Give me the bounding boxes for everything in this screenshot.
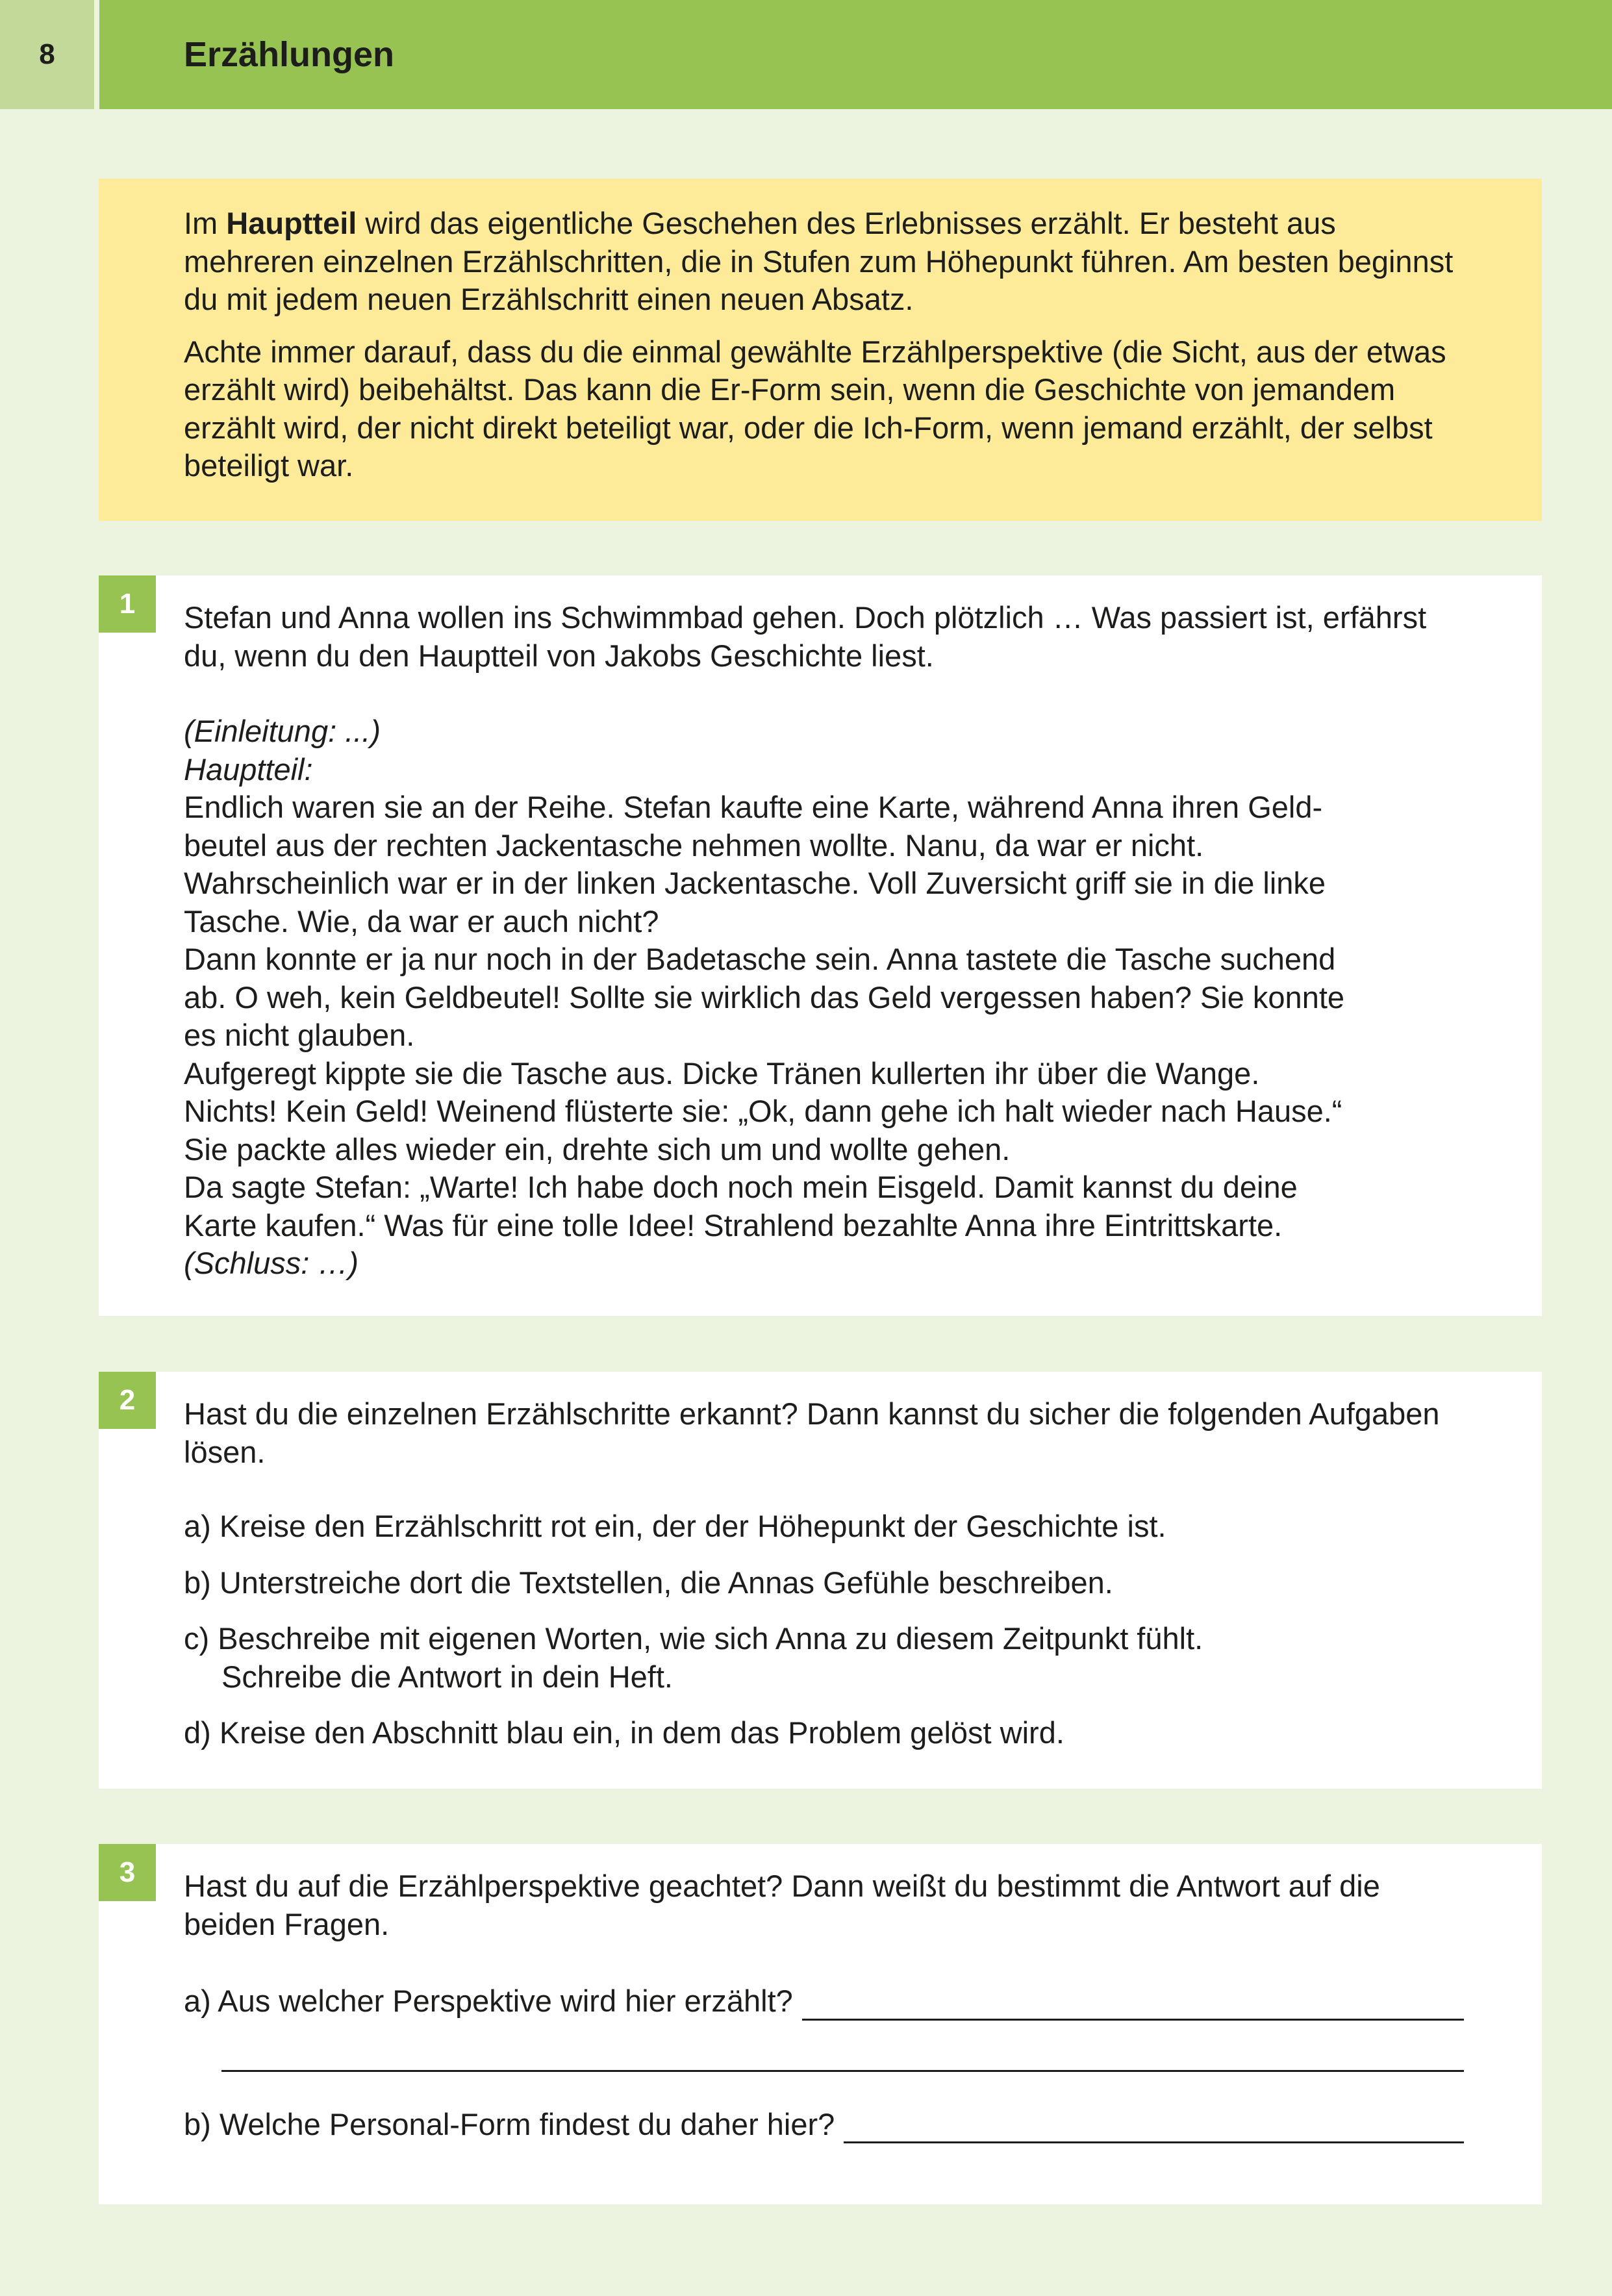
info-bold-term: Hauptteil: [226, 206, 357, 240]
story-line: Sie packte alles wieder ein, drehte sich um und wollte gehen.: [184, 1131, 1011, 1167]
story-line: Karte kaufen.“ Was für eine tolle Idee! Strahlend bezahlte Anna ihre Eintrittskarte.: [184, 1207, 1283, 1243]
task-2-item-c-line-1: c) Beschreibe mit eigenen Worten, wie sich Anna zu diesem Zeitpunkt fühlt.: [184, 1621, 1203, 1656]
question-b: [184, 2106, 1464, 2144]
story-line: Da sagte Stefan: „Warte! Ich habe doch noch mein Eisgeld. Damit kannst du deine: [184, 1170, 1298, 1204]
task-3: [99, 1844, 1542, 2204]
question-a: [184, 1982, 1464, 2021]
task-2-intro: Hast du die einzelnen Erzählschritte erkannt? Dann kannst du sicher die folgenden Aufgaben lösen.: [184, 1396, 1440, 1469]
story-line: Dann konnte er ja nur noch in der Badetasche sein. Anna tastete die Tasche suchend: [184, 942, 1336, 976]
story-line: Aufgeregt kippte sie die Tasche aus. Dicke Tränen kullerten ihr über die Wange.: [184, 1055, 1260, 1091]
answer-line-b[interactable]: [844, 2110, 1464, 2143]
task-2: [99, 1372, 1542, 1789]
story-line: ab. O weh, kein Geldbeutel! Sollte sie wirklich das Geld vergessen haben? Sie konnte: [184, 979, 1345, 1015]
task-1: [99, 575, 1542, 1316]
story-line: Nichts! Kein Geld! Weinend flüsterte sie: „Ok, dann gehe ich halt wieder nach Hause.“: [184, 1094, 1342, 1128]
story-line: beutel aus der rechten Jackentasche nehmen wollte. Nanu, da war er nicht.: [184, 827, 1204, 863]
task-3-intro: Hast du auf die Erzählperspektive geachtet? Dann weißt du bestimmt die Antwort auf die beiden Fragen.: [184, 1869, 1380, 1941]
page-header: [0, 0, 1612, 109]
story-line: es nicht glauben.: [184, 1018, 415, 1052]
story-line: Wahrscheinlich war er in der linken Jackentasche. Voll Zuversicht griff sie in die linke: [184, 866, 1326, 900]
task-2-item-c: [184, 1620, 1464, 1696]
page-number: 8: [0, 0, 94, 109]
info-paragraph-2: Achte immer darauf, dass du die einmal gewählte Erzählperspektive (die Sicht, aus der etwas erzählt wird) beibehältst. Das kann die Er-Form sein, wenn die Geschichte von jemandem erzählt wird, der nicht direkt beteiligt war, oder die Ich-Form, wenn jemand erzählt, der selbst beteiligt war.: [184, 334, 1446, 483]
info-box: [99, 179, 1542, 521]
story-line: Endlich waren sie an der Reihe. Stefan kaufte eine Karte, während Anna ihren Geld-: [184, 790, 1323, 824]
page-title: Erzählungen: [184, 35, 395, 74]
answer-line-a-2[interactable]: [221, 2044, 1464, 2072]
task-2-item-d: d) Kreise den Abschnitt blau ein, in dem das Problem gelöst wird.: [184, 1715, 1064, 1750]
info-paragraph-1: [184, 205, 1464, 319]
info-text: Im: [184, 206, 227, 240]
question-b-text: b) Welche Personal-Form findest du daher hier?: [184, 2106, 835, 2141]
answer-line-a[interactable]: [802, 1987, 1464, 2021]
question-a-text: a) Aus welcher Perspektive wird hier erzählt?: [184, 1984, 793, 2018]
task-number-1: 1: [99, 575, 156, 633]
story-einleitung: (Einleitung: ...): [184, 714, 381, 748]
task-2-item-c-line-2: Schreibe die Antwort in dein Heft.: [221, 1659, 673, 1694]
task-2-item-b: b) Unterstreiche dort die Textstellen, die Annas Gefühle beschreiben.: [184, 1565, 1113, 1600]
task-2-list: [184, 1508, 1464, 1752]
task-1-intro: Stefan und Anna wollen ins Schwimmbad gehen. Doch plötzlich … Was passiert ist, erfährst du, wenn du den Hauptteil von Jakobs Geschichte liest.: [184, 600, 1427, 673]
task-2-item-a: a) Kreise den Erzählschritt rot ein, der der Höhepunkt der Geschichte ist.: [184, 1509, 1166, 1543]
task-number-2: 2: [99, 1372, 156, 1429]
story-schluss: (Schluss: …): [184, 1246, 359, 1280]
info-text: wird das eigentliche Geschehen des Erlebnisses erzählt. Er besteht aus mehreren einzelnen Erzählschritten, die in Stufen zum Höhepunkt führen. Am besten beginnst du mit jedem neuen Erzählschritt einen neuen Absatz.: [184, 206, 1454, 316]
story-line: Tasche. Wie, da war er auch nicht?: [184, 903, 659, 939]
task-number-3: 3: [99, 1844, 156, 1901]
story-hauptteil-label: Hauptteil:: [184, 751, 313, 787]
